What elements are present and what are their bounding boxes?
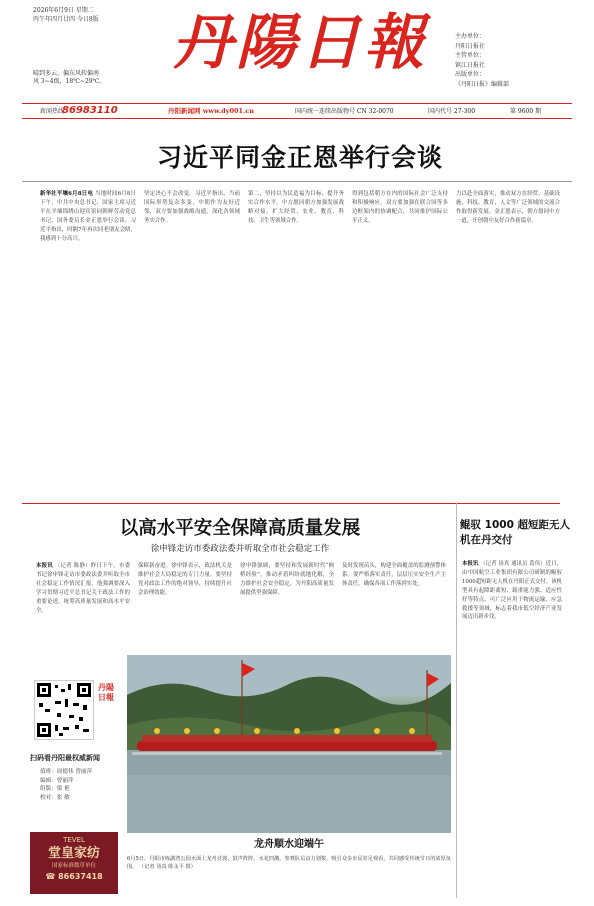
edition-number: 第 9600 期 xyxy=(510,108,542,115)
editor-credits xyxy=(40,768,120,802)
article-column xyxy=(138,562,232,650)
hotline-label: 新闻热线 xyxy=(40,108,65,115)
dateline: 新华社平壤6月8日电 xyxy=(40,191,94,197)
dateline: 本报讯 xyxy=(462,561,479,567)
dragon-boat-photo xyxy=(127,655,451,833)
article-column xyxy=(144,190,240,490)
side-article-text xyxy=(462,560,562,896)
qr-label: 扫码看丹阳最权威新闻 xyxy=(30,754,100,762)
article-text: 及时发现苗头，构建全面覆盖的监测预警体系。要严格落实责任，层层压实安全生产主体责任，确保各项工作落到实处。 xyxy=(342,563,446,587)
photo-illustration xyxy=(127,655,451,833)
ad-phone: 86637418 xyxy=(58,872,103,881)
lead-headline: 习近平同金正恩举行会谈 xyxy=(156,143,443,172)
photo-credit: （记者 汤真 陈永平 摄） xyxy=(139,863,196,870)
ad-phone-row xyxy=(30,871,118,883)
publisher-line: 主办单位： xyxy=(455,33,486,40)
divider xyxy=(22,503,560,504)
article-column xyxy=(342,562,446,650)
article-text: 保障新奋进。徐申锋表示，政法机关是维护社会大局稳定的专门力量，要坚持党对政法工作的绝对领导，持续提升社会治理效能。 xyxy=(138,563,232,596)
credit-line: 值班：周德伟 曾丽萍 xyxy=(40,769,93,775)
article-text: （记者 汤真 通讯员 葛伟）近日，由中国航空工业集团有限公司研制的鲲驭1000超短距无人机在丹阳正式交付。该机型具有起降距离短、载重能力强、适应性好等特点，可广泛应用于物流运输、应急救援等领域，标志着我市低空经济产业发展迈出新步伐。 xyxy=(462,561,562,621)
article-column xyxy=(240,562,334,650)
weather-line: 晴到多云，偏东风转偏南 xyxy=(33,70,100,77)
publisher-line: 出版单位： xyxy=(455,71,486,78)
publisher-info xyxy=(455,32,575,89)
ad-tagline: 国家标准数草单位 xyxy=(51,863,96,869)
qr-logo-text: 丹陽日報 xyxy=(98,682,114,702)
divider xyxy=(22,181,572,182)
date-block xyxy=(33,6,143,24)
lunar-line: 丙午年四月廿四 今日8版 xyxy=(33,16,99,23)
publisher-line: 主管单位： xyxy=(455,52,486,59)
article-column xyxy=(40,190,136,490)
article-text: 坚定决心不会改变。习近平指出，当前国际形势复杂多变，中朝作为友好近邻，双方要加强战略沟通，深化各领域务实合作。 xyxy=(144,191,240,224)
article-column xyxy=(36,562,130,672)
website-link[interactable]: 丹阳新闻网 www.dy001.cn xyxy=(168,107,254,115)
photo-description: 6月5日，丹阳市练湖湾公园水面上龙舟竞渡，鼓声阵阵，水花四溅，参赛队员奋力划桨，吸引众多市民驻足观看，共同感受传统节日的浓厚氛围。 xyxy=(127,856,451,870)
hotline-number: 86983110 xyxy=(62,105,118,116)
photo-caption: 龙舟顺水迎端午 xyxy=(254,839,324,850)
ad-brand: TEVEL xyxy=(63,836,85,844)
advertisement[interactable] xyxy=(30,832,118,894)
cn-code: 国内统一连续出版物号 CN 32-0070 xyxy=(295,108,394,115)
weather-line: 风 3~4级，18℃~29℃。 xyxy=(33,78,106,85)
dateline: 本报讯 xyxy=(36,563,53,569)
article-text: 第二，坚持以为民造福为目标，提升务实合作水平。中方愿同朝方加强发展战略对接，扩大经贸、农业、教育、科技、卫生等领域合作。 xyxy=(248,191,344,224)
article-text: 得到包括朝方在内的国际社会广泛支持和积极响应。双方要加强在联合国等多边框架内的协调配合，共同维护国际公平正义。 xyxy=(352,191,448,224)
credit-line: 编辑：曾丽萍 xyxy=(40,777,74,784)
qr-logo-mark xyxy=(98,682,120,740)
qr-code[interactable] xyxy=(34,680,94,740)
second-subhead: 徐申锋走访市委政法委并听取全市社会稳定工作 xyxy=(150,544,330,554)
ad-name: 堂皇家纺 xyxy=(47,846,100,861)
date-line: 2026年6月9日 星期二 xyxy=(33,7,94,14)
publisher-line: 镇江日报社 xyxy=(455,61,486,69)
publisher-line: 《丹阳日报》编辑部 xyxy=(455,80,510,88)
publisher-line: 丹阳日报社 xyxy=(455,42,486,50)
article-column xyxy=(456,190,560,490)
newspaper-masthead: 丹陽日報 xyxy=(172,8,428,78)
qr-code-icon xyxy=(35,681,93,739)
weather-block xyxy=(33,70,153,86)
credit-line: 校对：张 敏 xyxy=(40,794,70,801)
article-text: 徐申锋强调，要坚持和发展新时代“枫桥经验”，推动矛盾纠纷就地化解，全力维护社会安全稳定，为丹阳高质量发展提供坚强保障。 xyxy=(240,563,334,596)
divider xyxy=(456,503,457,898)
photo-text xyxy=(127,856,451,871)
article-text: （记者 陈静）昨日下午，市委书记徐申锋走访市委政法委并听取全市社会稳定工作情况汇报。他强调要深入学习贯彻习近平总书记关于政法工作的重要论述，统筹高质量发展和高水平安全。 xyxy=(36,563,130,614)
credit-line: 组版：梁 艳 xyxy=(40,786,70,792)
phone-icon: ☎ xyxy=(45,872,56,881)
side-headline: 鲲驭 1000 超短距无人机在丹交付 xyxy=(460,519,571,546)
article-column xyxy=(248,190,344,490)
second-headline: 以高水平安全保障高质量发展 xyxy=(119,518,361,539)
article-text: 力以赴全面落实，推动双方在经贸、基础设施、科技、教育、人文等广泛领域的交流合作取得新发展。金正恩表示，朝方愿同中方一道，开创朝中友好合作新篇章。 xyxy=(456,191,560,224)
article-text: 当地时间6月8日下午，中共中央总书记、国家主席习近平在平壤锦绣山迎宾馆同朝鲜劳动党总书记、国务委员长金正恩举行会谈。习近平指出，时隔7年再次同老朋友会晤，我感到十分高兴。 xyxy=(40,191,136,242)
article-column xyxy=(352,190,448,490)
postal-code: 国内代号 27-300 xyxy=(428,108,476,115)
